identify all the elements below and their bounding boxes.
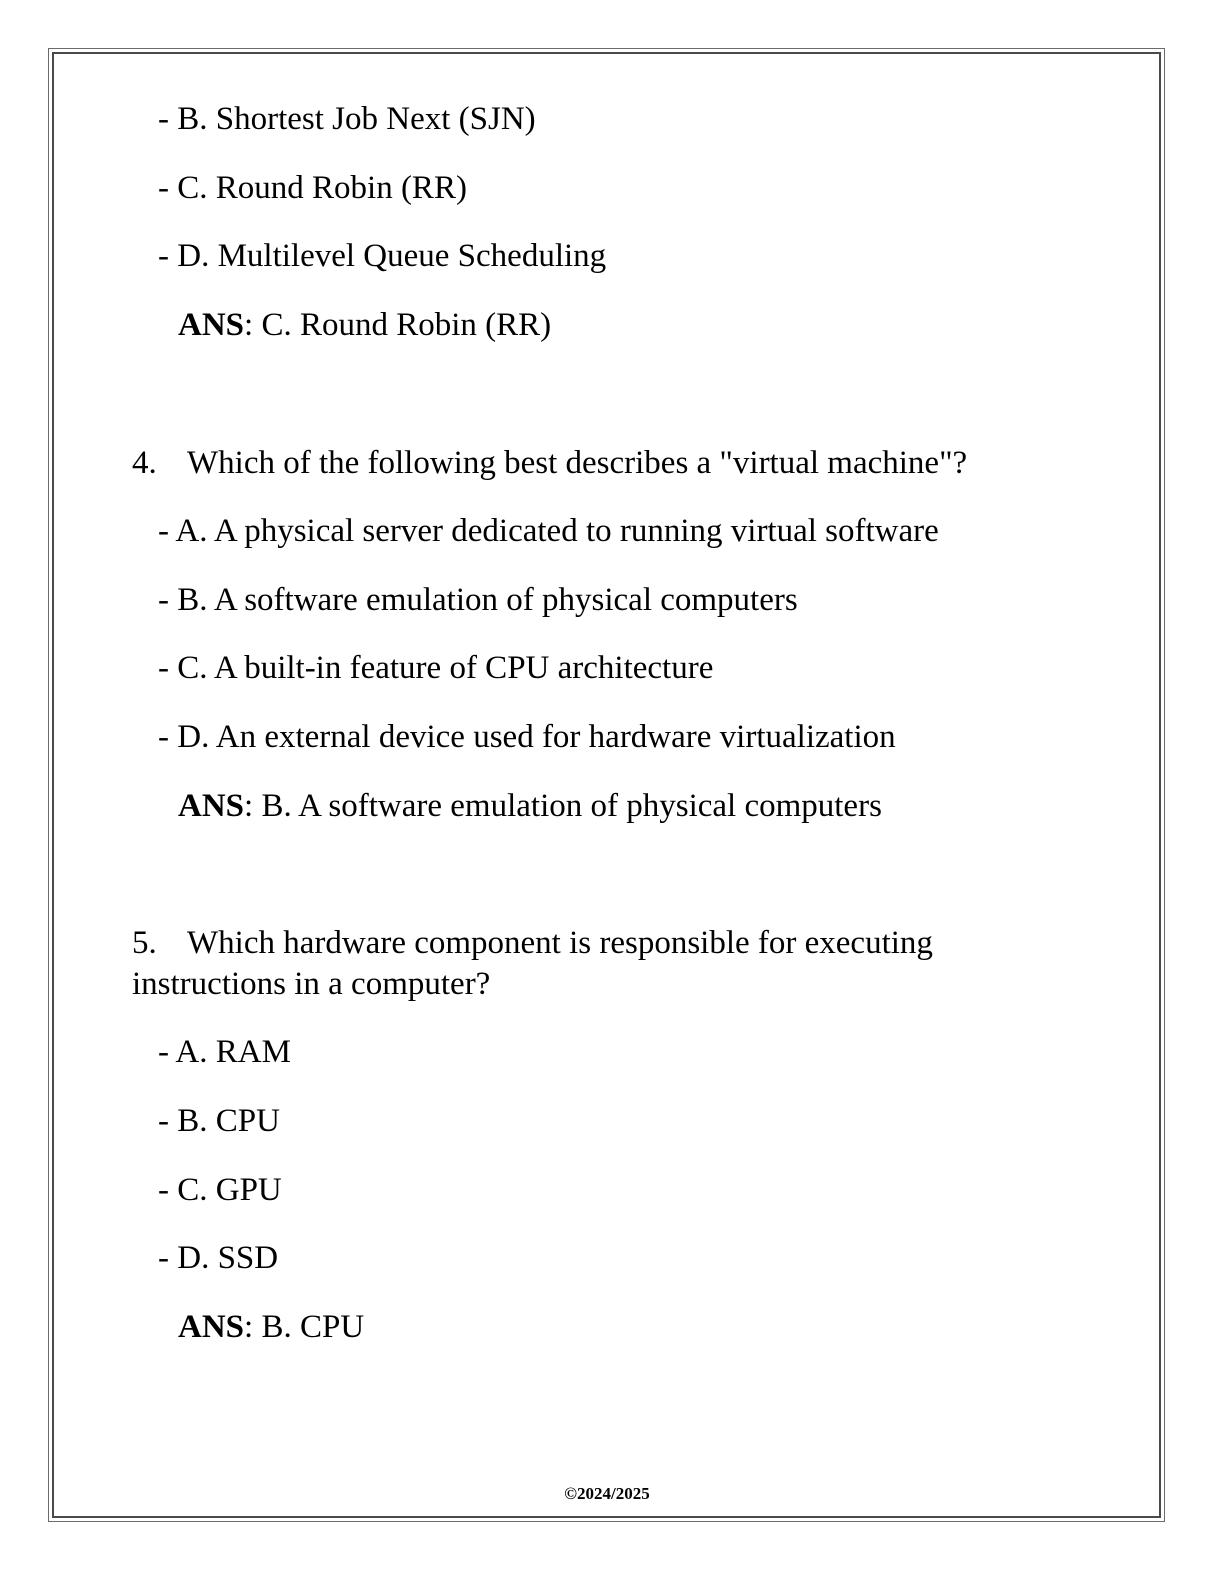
q3-answer-label: ANS xyxy=(178,307,245,343)
q4-option-b: - B. A software emulation of physical computers xyxy=(158,582,798,618)
q5-option-d: - D. SSD xyxy=(158,1240,279,1276)
q5-number: 5. xyxy=(132,925,157,961)
q5-option-a: - A. RAM xyxy=(158,1034,291,1070)
q5-answer-text: : B. CPU xyxy=(244,1309,365,1345)
footer-copyright: ©2024/2025 xyxy=(564,1484,650,1503)
q5-question xyxy=(132,923,933,963)
q5-answer-label: ANS xyxy=(178,1309,245,1345)
q4-option-d: - D. An external device used for hardware virtualization xyxy=(158,719,896,755)
q5-option-c: - C. GPU xyxy=(158,1172,282,1208)
q4-option-c: - C. A built-in feature of CPU architecture xyxy=(158,650,714,686)
q3-answer-text: : C. Round Robin (RR) xyxy=(244,307,552,343)
q3-answer xyxy=(178,305,551,345)
q5-answer xyxy=(178,1307,364,1347)
q4-answer xyxy=(178,786,882,826)
q5-text-line2: instructions in a computer? xyxy=(132,966,491,1002)
q5-text-line1: Which hardware component is responsible for executing xyxy=(187,925,933,961)
q5-option-b: - B. CPU xyxy=(158,1103,280,1139)
q3-option-c: - C. Round Robin (RR) xyxy=(158,170,467,206)
q4-answer-label: ANS xyxy=(178,788,245,824)
q4-answer-text: : B. A software emulation of physical computers xyxy=(244,788,882,824)
q4-text: Which of the following best describes a "virtual machine"? xyxy=(187,445,968,481)
q3-option-b: - B. Shortest Job Next (SJN) xyxy=(158,101,536,137)
q4-option-a: - A. A physical server dedicated to running virtual software xyxy=(158,513,939,549)
q4-question xyxy=(132,443,967,483)
q4-number: 4. xyxy=(132,445,157,481)
q3-option-d: - D. Multilevel Queue Scheduling xyxy=(158,238,607,274)
